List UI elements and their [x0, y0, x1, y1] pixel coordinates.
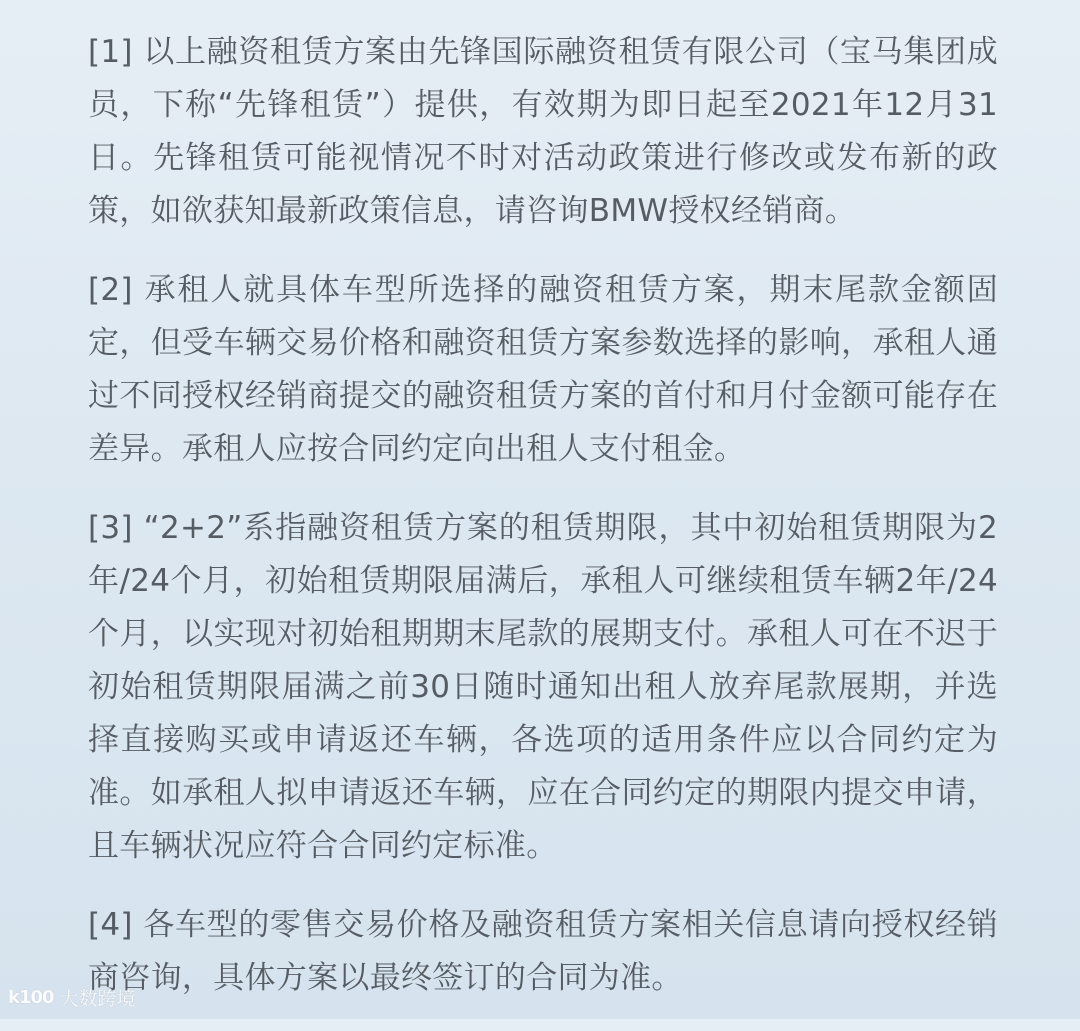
footnote-2: [2] 承租人就具体车型所选择的融资租赁方案，期末尾款金额固定，但受车辆交易价格和融资租赁方案参数选择的影响，承租人通过不同授权经销商提交的融资租赁方案的首付和月付金额可能存在差异。承租人应按合同约定向出租人支付租金。	[88, 272, 998, 467]
footnotes-list	[88, 26, 998, 1031]
footnote-3: [3] “2+2”系指融资租赁方案的租赁期限，其中初始租赁期限为2年/24个月，初始租赁期限届满后，承租人可继续租赁车辆2年/24个月，以实现对初始租期期末尾款的展期支付。承租人可在不迟于初始租赁期限届满之前30日随时通知出租人放弃尾款展期，并选择直接购买或申请返还车辆，各选项的适用条件应以合同约定为准。如承租人拟申请返还车辆，应在合同约定的期限内提交申请，且车辆状况应符合合同约定标准。	[88, 510, 998, 864]
watermark	[8, 984, 136, 1011]
watermark-logo-icon: k100	[8, 987, 54, 1008]
footnote-4: [4] 各车型的零售交易价格及融资租赁方案相关信息请向授权经销商咨询，具体方案以最终签订的合同为准。	[88, 907, 998, 996]
watermark-text: 大数跨境	[59, 988, 136, 1010]
footnote-1: [1] 以上融资租赁方案由先锋国际融资租赁有限公司（宝马集团成员，下称“先锋租赁”）提供，有效期为即日起至2021年12月31日。先锋租赁可能视情况不时对活动政策进行修改或发布新的政策，如欲获知最新政策信息，请咨询BMW授权经销商。	[88, 34, 998, 229]
